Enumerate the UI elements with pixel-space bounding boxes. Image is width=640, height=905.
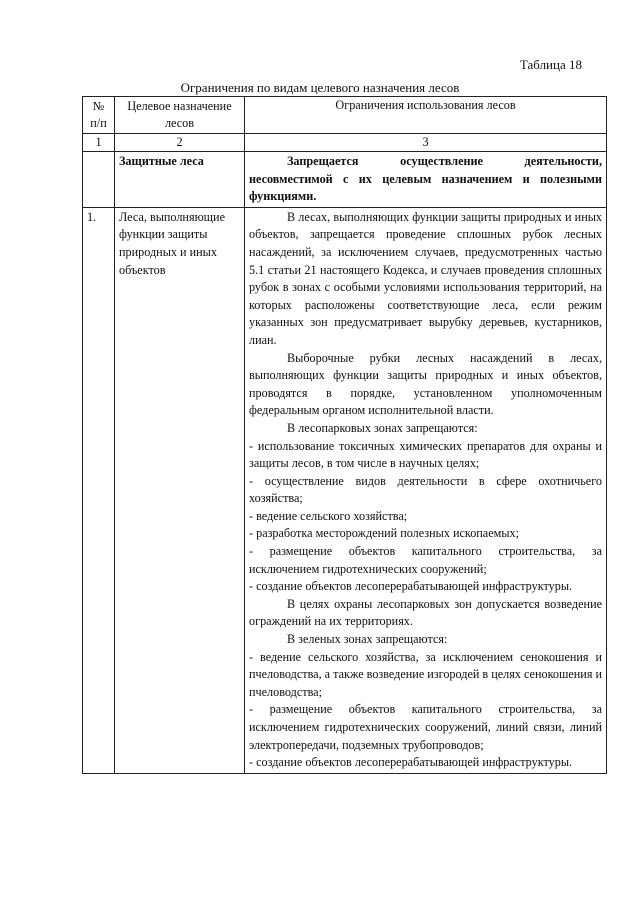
row-number — [83, 152, 115, 208]
column-header-number: № п/п — [83, 97, 115, 134]
column-header-purpose: Целевое назначение лесов — [115, 97, 245, 134]
restriction-list-item: - создание объектов лесоперерабатывающей инфраструктуры. — [249, 755, 573, 770]
restriction-paragraph: Запрещается осуществление деятельности, несовместимой с их целевым назначением и полезными функциями. — [249, 154, 602, 204]
restriction-list-item: - размещение объектов капитального строительства, за исключением гидротехнических сооружений; — [249, 544, 602, 576]
header-row — [83, 97, 607, 134]
row-number: 1. — [83, 207, 115, 773]
restrictions-table — [82, 96, 607, 774]
table-row — [83, 152, 607, 208]
restriction-paragraph: В зеленых зонах запрещаются: — [287, 632, 448, 647]
restriction-paragraph: В лесопарковых зонах запрещаются: — [287, 420, 478, 435]
table-row — [83, 207, 607, 773]
restriction-list-item: - разработка месторождений полезных ископаемых; — [249, 526, 520, 541]
column-header-restrictions: Ограничения использования лесов — [245, 97, 607, 134]
row-restrictions — [245, 152, 607, 208]
row-purpose: Леса, выполняющие функции защиты природных и иных объектов — [115, 207, 245, 773]
restriction-list-item: - создание объектов лесоперерабатывающей инфраструктуры. — [249, 579, 573, 594]
restriction-list-item: - ведение сельского хозяйства, за исключением сенокошения и пчеловодства, а также возведение изгородей в целях сенокошения и пчеловодства; — [249, 649, 602, 699]
row-restrictions — [245, 207, 607, 773]
restriction-list-item: - осуществление видов деятельности в сфере охотничьего хозяйства; — [249, 473, 602, 506]
table-caption: Ограничения по видам целевого назначения лесов — [180, 80, 460, 95]
restriction-list-item: - ведение сельского хозяйства; — [249, 508, 408, 523]
table-number: Таблица 18 — [519, 57, 582, 72]
column-number: 2 — [115, 134, 245, 152]
restriction-paragraph: В лесах, выполняющих функции защиты природных и иных объектов, запрещается проведение сплошных рубок лесных насаждений, за исключением случаев, предусмотренных частью 5.1 статьи 21 настоящего Кодекса, и случаев проведения сплошных рубок в зонах с особыми условиями использования территорий, на которых расположены соответствующие леса, если режим указанных зон предусматривает вырубку деревьев, кустарников, лиан. — [249, 209, 602, 347]
restriction-list-item: - размещение объектов капитального строительства, за исключением гидротехнических сооружений, линий связи, линий электропередачи, подземных трубопроводов; — [249, 702, 602, 752]
restriction-paragraph: В целях охраны лесопарковых зон допускается возведение ограждений на их территориях. — [249, 596, 602, 629]
column-number: 1 — [83, 134, 115, 152]
column-numbers-row — [83, 134, 607, 152]
restriction-list-item: - использование токсичных химических препаратов для охраны и защиты лесов, в том числе в научных целях; — [249, 438, 602, 471]
column-number: 3 — [245, 134, 607, 152]
restriction-paragraph: Выборочные рубки лесных насаждений в лесах, выполняющих функции защиты природных и иных объектов, проводятся в порядке, установленном уполномоченным федеральным органом исполнительной власти. — [249, 350, 602, 418]
row-purpose: Защитные леса — [115, 152, 245, 208]
